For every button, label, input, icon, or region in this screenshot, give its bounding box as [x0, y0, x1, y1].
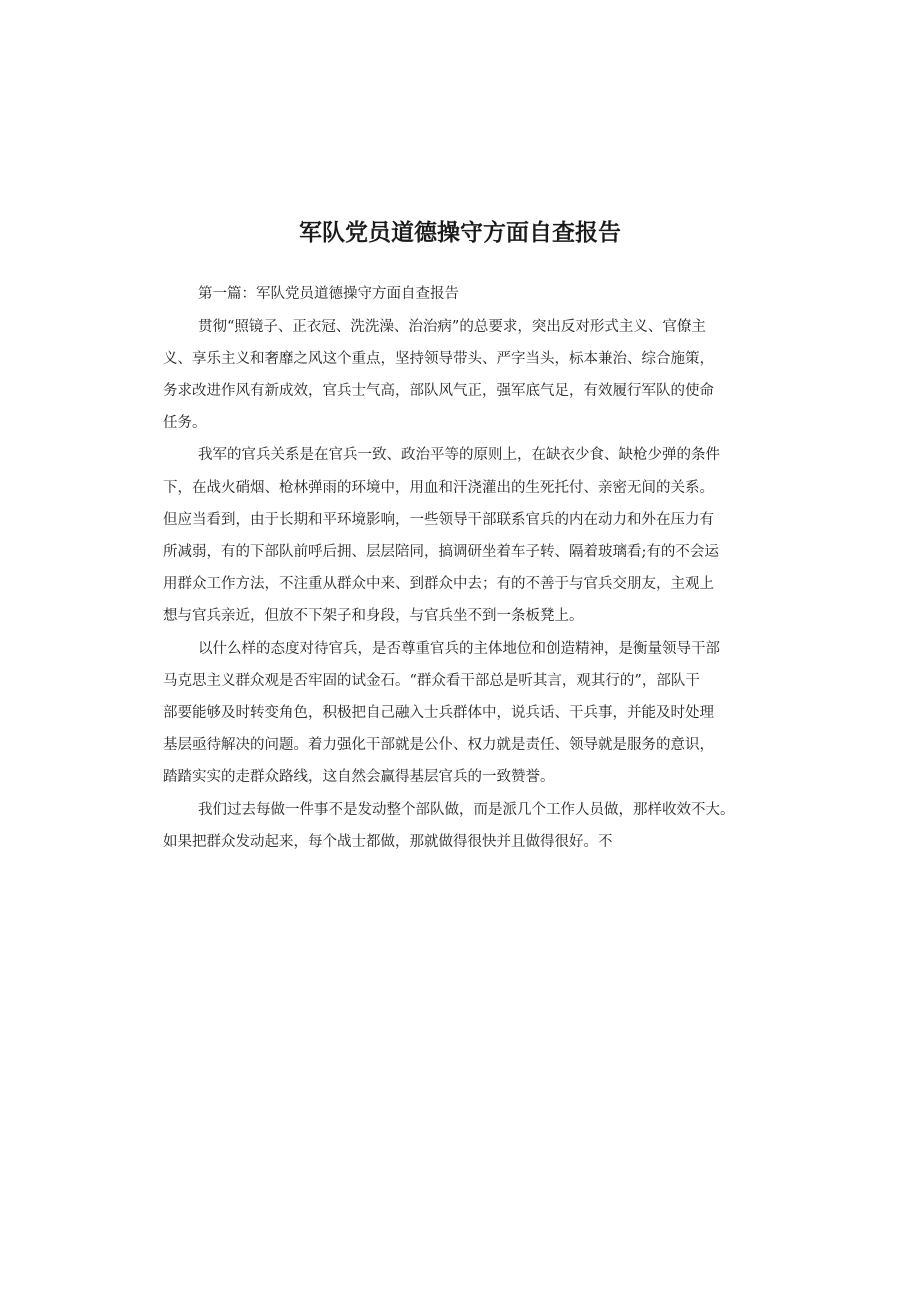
- paragraph-line: 马克思主义群众观是否牢固的试金石。“群众看干部总是听其言，观其行的”，部队干: [163, 673, 700, 689]
- paragraph-line: 部要能够及时转变角色，积极把自己融入士兵群体中，说兵话、干兵事，并能及时处理: [163, 705, 714, 721]
- paragraph-line: 义、享乐主义和奢靡之风这个重点，坚持领导带头、严字当头，标本兼治、综合施策，: [163, 351, 714, 367]
- paragraph-line: 基层亟待解决的问题。着力强化干部就是公仆、权力就是责任、领导就是服务的意识，: [163, 737, 714, 753]
- paragraph-line: 务求改进作风有新成效，官兵士气高，部队风气正，强军底气足，有效履行军队的使命: [163, 383, 714, 399]
- paragraph-line: 所减弱，有的下部队前呼后拥、层层陪同，搞调研坐着车子转、隔着玻璃看;有的不会运: [163, 544, 719, 560]
- paragraph-line: 但应当看到，由于长期和平环境影响，一些领导干部联系官兵的内在动力和外在压力有: [163, 512, 714, 528]
- paragraph-line: 想与官兵亲近，但放不下架子和身段，与官兵坐不到一条板凳上。: [163, 608, 584, 624]
- section-heading: 第一篇：军队党员道德操守方面自查报告: [198, 286, 459, 302]
- paragraph-line: 踏踏实实的走群众路线，这自然会赢得基层官兵的一致赞誉。: [163, 769, 555, 785]
- paragraph-line: 用群众工作方法，不注重从群众中来、到群众中去；有的不善于与官兵交朋友，主观上: [163, 576, 714, 592]
- paragraph-line: 贯彻“照镜子、正衣冠、洗洗澡、治治病”的总要求，突出反对形式主义、官僚主: [198, 319, 706, 335]
- paragraph-line: 如果把群众发动起来，每个战士都做，那就做得很快并且做得很好。不: [163, 834, 613, 850]
- document-title: 军队党员道德操守方面自查报告: [299, 220, 621, 246]
- paragraph-line: 以什么样的态度对待官兵，是否尊重官兵的主体地位和创造精神，是衡量领导干部: [198, 641, 720, 657]
- paragraph-line: 我军的官兵关系是在官兵一致、政治平等的原则上，在缺衣少食、缺枪少弹的条件: [198, 447, 720, 463]
- paragraph-line: 我们过去每做一件事不是发动整个部队做，而是派几个工作人员做，那样收效不大。: [198, 802, 735, 818]
- paragraph-line: 下，在战火硝烟、枪林弹雨的环境中，用血和汗浇灌出的生死托付、亲密无间的关系。: [163, 480, 714, 496]
- paragraph-line: 任务。: [163, 415, 207, 431]
